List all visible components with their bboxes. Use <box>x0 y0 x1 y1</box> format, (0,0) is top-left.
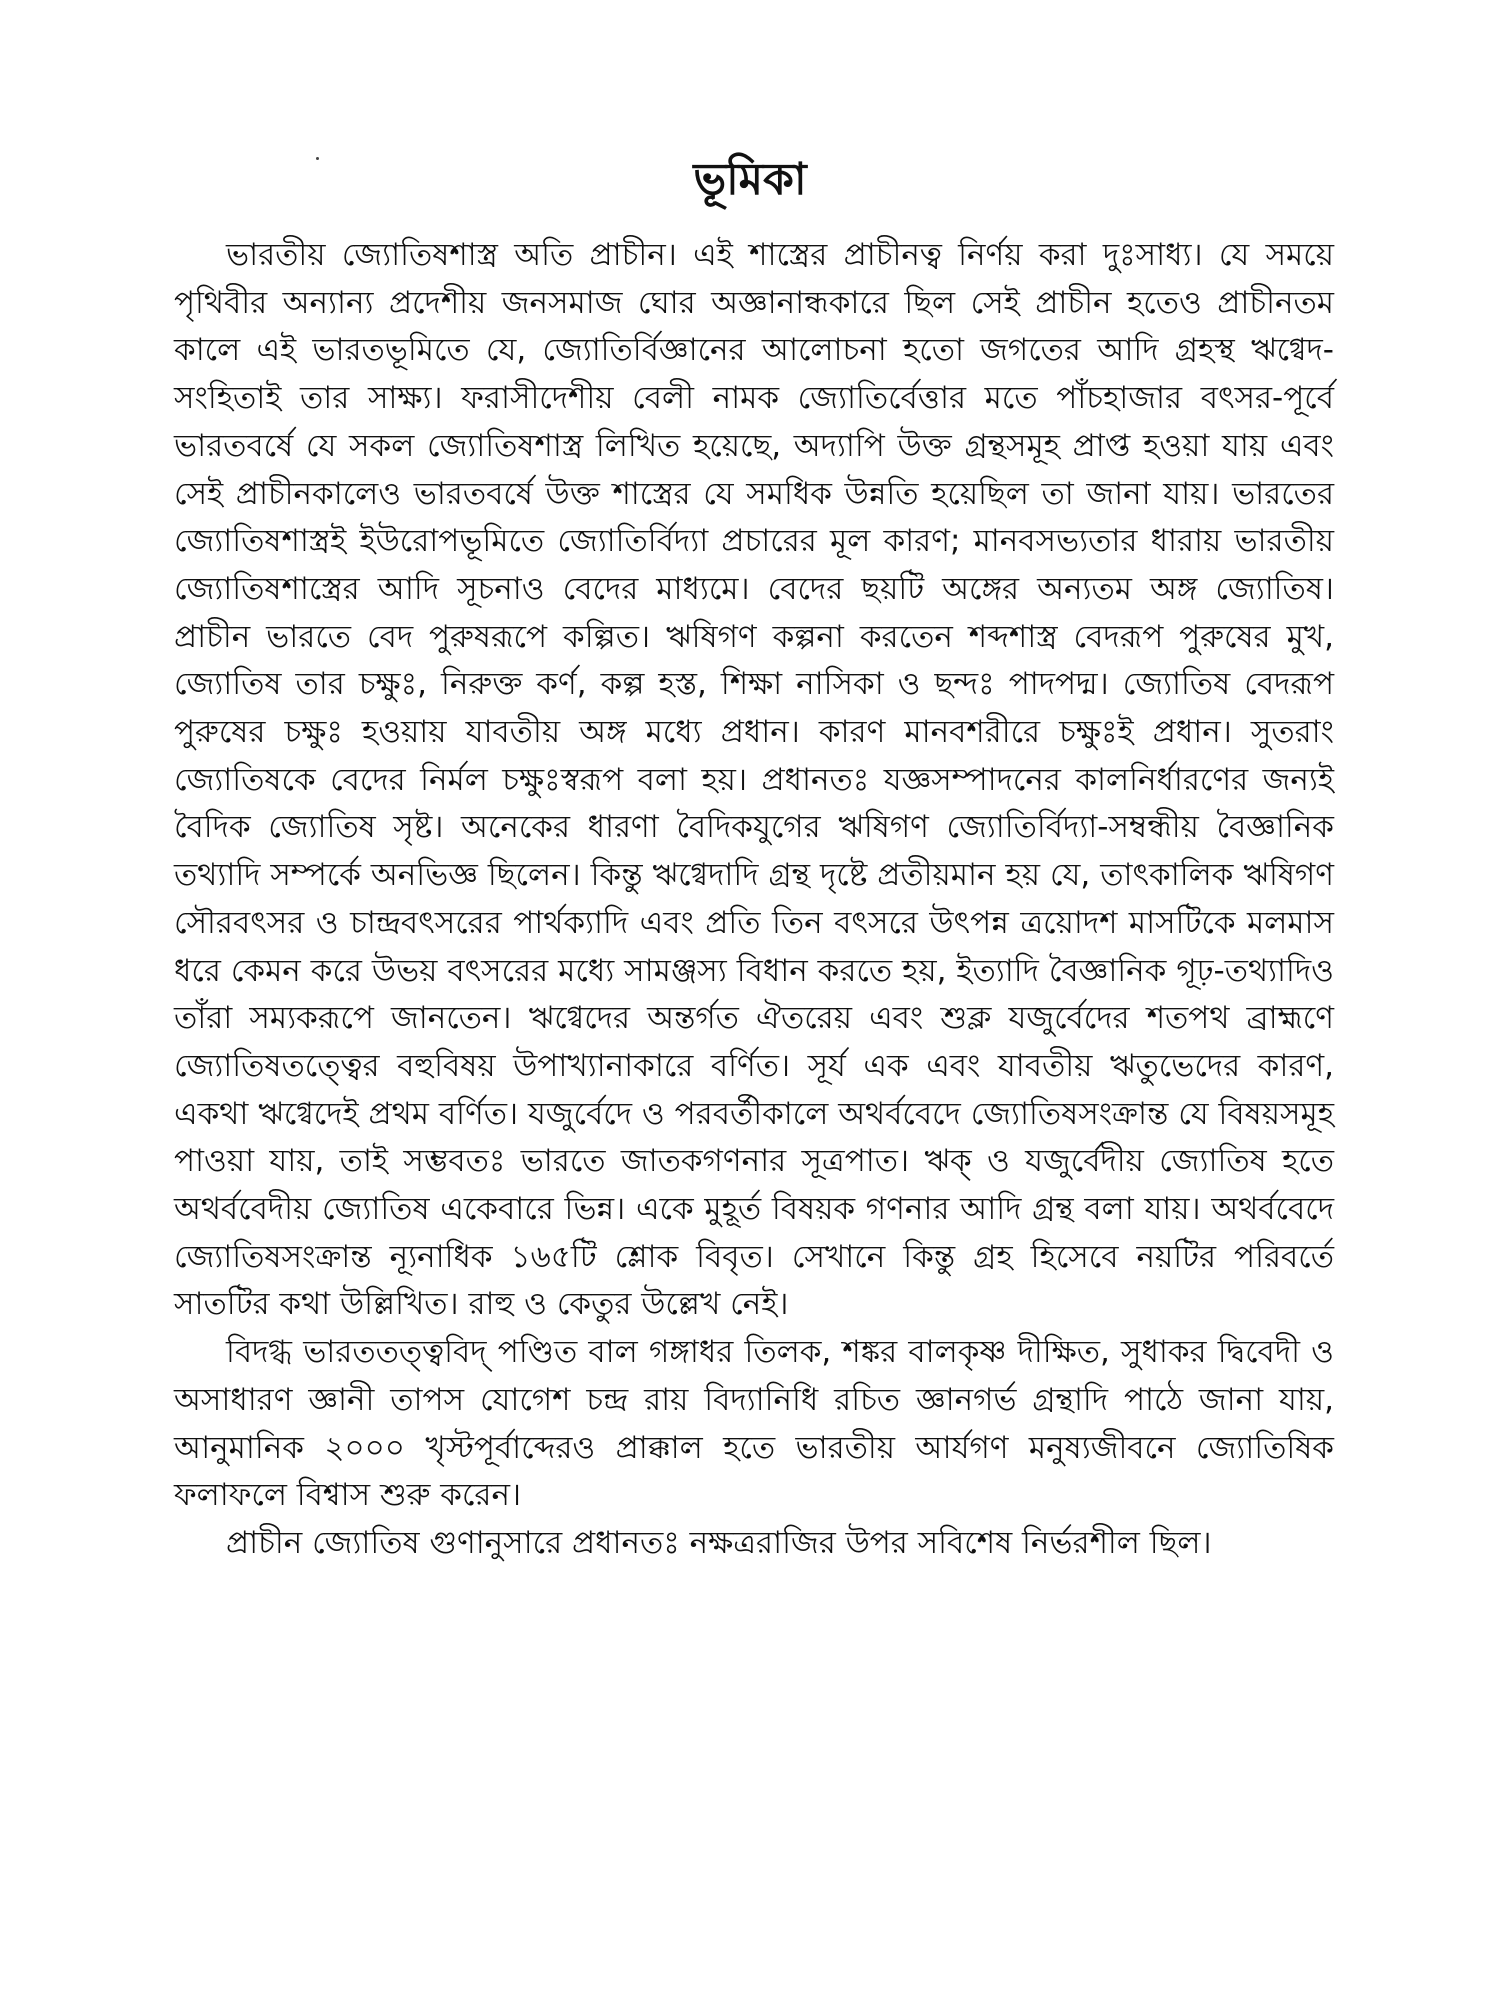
paragraph-3: প্রাচীন জ্যোতিষ গুণানুসারে প্রধানতঃ নক্ষত্ররাজির উপর সবিশেষ নির্ভরশীল ছিল। <box>226 1524 1212 1561</box>
body-text <box>174 232 1334 1568</box>
paragraph-1: ভারতীয় জ্যোতিষশাস্ত্র অতি প্রাচীন। এই শাস্ত্রের প্রাচীনত্ব নির্ণয় করা দুঃসাধ্য। যে সময়ে পৃথিবীর অন্যান্য প্রদেশীয় জনসমাজ ঘোর অজ্ঞানান্ধকারে ছিল সেই প্রাচীন হতেও প্রাচীনতম কালে এই ভারতভূমিতে যে, জ্যোতির্বিজ্ঞানের আলোচনা হতো জগতের আদি গ্রহস্থ ঋগ্বেদ-সংহিতাই তার সাক্ষ্য। ফরাসীদেশীয় বেলী নামক জ্যোতির্বেত্তার মতে পাঁচহাজার বৎসর-পূর্বে ভারতবর্ষে যে সকল জ্যোতিষশাস্ত্র লিখিত হয়েছে, অদ্যাপি উক্ত গ্রন্থসমূহ প্রাপ্ত হওয়া যায় এবং সেই প্রাচীনকালেও ভারতবর্ষে উক্ত শাস্ত্রের যে সমধিক উন্নতি হয়েছিল তা জানা যায়। ভারতের জ্যোতিষশাস্ত্রই ইউরোপভূমিতে জ্যোতির্বিদ্যা প্রচারের মূল কারণ; মানবসভ্যতার ধারায় ভারতীয় জ্যোতিষশাস্ত্রের আদি সূচনাও বেদের মাধ্যমে। বেদের ছয়টি অঙ্গের অন্যতম অঙ্গ জ্যোতিষ। প্রাচীন ভারতে বেদ পুরুষরূপে কল্পিত। ঋষিগণ কল্পনা করতেন শব্দশাস্ত্র বেদরূপ পুরুষের মুখ, জ্যোতিষ তার চক্ষুঃ, নিরুক্ত কর্ণ, কল্প হস্ত, শিক্ষা নাসিকা ও ছন্দঃ পাদপদ্ম। জ্যোতিষ বেদরূপ পুরুষের চক্ষুঃ হওয়ায় যাবতীয় অঙ্গ মধ্যে প্রধান। কারণ মানবশরীরে চক্ষুঃই প্রধান। সুতরাং জ্যোতিষকে বেদের নির্মল চক্ষুঃস্বরূপ বলা হয়। প্রধানতঃ যজ্ঞসম্পাদনের কালনির্ধারণের জন্যই বৈদিক জ্যোতিষ সৃষ্ট। অনেকের ধারণা বৈদিকযুগের ঋষিগণ জ্যোতির্বিদ্যা-সম্বন্ধীয় বৈজ্ঞানিক তথ্যাদি সম্পর্কে অনভিজ্ঞ ছিলেন। কিন্তু ঋগ্বেদাদি গ্রন্থ দৃষ্টে প্রতীয়মান হয় যে, তাৎকালিক ঋষিগণ সৌরবৎসর ও চান্দ্রবৎসরের পার্থক্যাদি এবং প্রতি তিন বৎসরে উৎপন্ন ত্রয়োদশ মাসটিকে মলমাস ধরে কেমন করে উভয় বৎসরের মধ্যে সামঞ্জস্য বিধান করতে হয়, ইত্যাদি বৈজ্ঞানিক গূঢ়-তথ্যাদিও তাঁরা সম্যকরূপে জানতেন। ঋগ্বেদের অন্তর্গত ঐতরেয় এবং শুক্ল যজুর্বেদের শতপথ ব্রাহ্মণে জ্যোতিষতত্ত্বের বহুবিষয় উপাখ্যানাকারে বর্ণিত। সূর্য এক এবং যাবতীয় ঋতুভেদের কারণ, একথা ঋগ্বেদেই প্রথম বর্ণিত। যজুর্বেদে ও পরবর্তীকালে অথর্ববেদে জ্যোতিষসংক্রান্ত যে বিষয়সমূহ পাওয়া যায়, তাই সম্ভবতঃ ভারতে জাতকগণনার সূত্রপাত। ঋক্ ও যজুর্বেদীয় জ্যোতিষ হতে অথর্ববেদীয় জ্যোতিষ একেবারে ভিন্ন। একে মুহূর্ত বিষয়ক গণনার আদি গ্রন্থ বলা যায়। অথর্ববেদে জ্যোতিষসংক্রান্ত ন্যূনাধিক ১৬৫টি শ্লোক বিবৃত। সেখানে কিন্তু গ্রহ হিসেবে নয়টির পরিবর্তে সাতটির কথা উল্লিখিত। রাহু ও কেতুর উল্লেখ নেই। <box>174 237 1334 1323</box>
page-title: ভূমিকা <box>693 154 807 205</box>
paragraph-2: বিদগ্ধ ভারততত্ত্ববিদ্ পণ্ডিত বাল গঙ্গাধর তিলক, শঙ্কর বালকৃষ্ণ দীক্ষিত, সুধাকর দ্বিবেদী ও অসাধারণ জ্ঞানী তাপস যোগেশ চন্দ্র রায় বিদ্যানিধি রচিত জ্ঞানগর্ভ গ্রন্থাদি পাঠে জানা যায়, আনুমানিক ২০০০ খৃস্টপূর্বাব্দেরও প্রাক্কাল হতে ভারতীয় আর্যগণ মনুষ্যজীবনে জ্যোতিষিক ফলাফলে বিশ্বাস শুরু করেন। <box>174 1334 1334 1514</box>
